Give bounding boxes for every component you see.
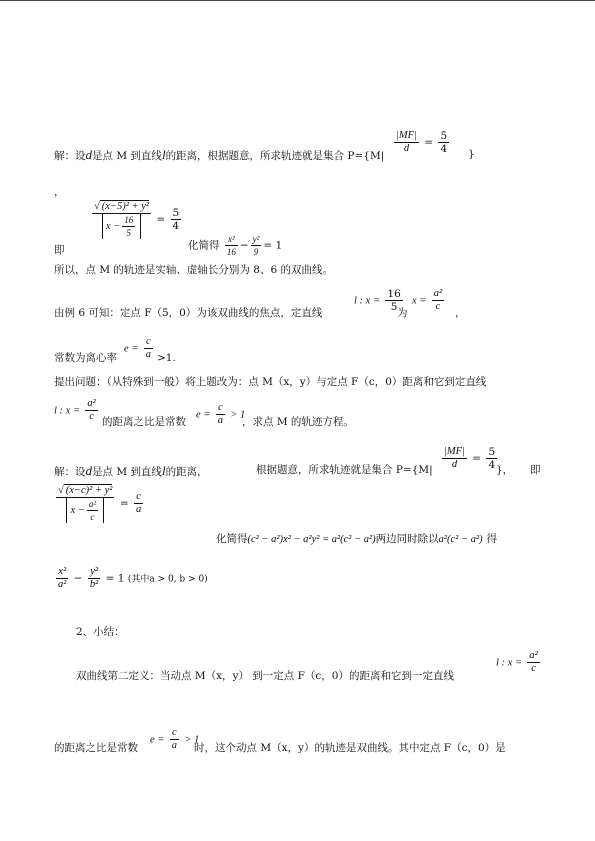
ji-label: 即 [54,244,65,256]
var-l: l [161,147,166,162]
numerator: c [170,727,179,740]
text: x − [70,504,85,516]
set-condition-fraction [392,130,451,155]
fraction-c-a [216,402,225,427]
numerator: y² [252,234,260,244]
denominator: a [217,415,223,426]
x-equals: x = [412,295,427,307]
fraction-x2-16 [225,233,238,258]
text: 的距离， [165,466,208,478]
example-6-line: 由例 6 可知：定点 F（5，0）为该双曲线的焦点，定直线 [54,307,323,319]
denominator [56,498,114,523]
distance-ratio-equation [90,200,183,239]
equals-one: = 1 [263,239,283,252]
definition-directrix [496,650,542,675]
directrix-label: l : x = [54,405,81,417]
numerator: c [134,491,143,504]
fraction-5-4 [438,130,449,155]
sqrt-expression: (x−5)² + y² [101,201,150,212]
fraction-mf-d [442,446,467,471]
eccentricity-line: 常数为离心率 [54,352,117,364]
equals: = [472,452,482,465]
e-equals: e = [150,734,165,746]
general-ratio-equation [54,484,145,523]
conclusion-line: 所以，点 M 的轨迹是实轴、虚轴长分别为 8、6 的双曲线。 [54,264,333,276]
question-line: 提出问题：（从特殊到一般）将上题改为：点 M（x，y）与定点 F（c，0）距离和它到定直线 [54,376,487,388]
denominator: c [531,663,536,674]
denominator: 16 [226,247,236,257]
denominator: a² [58,579,67,590]
sqrt-expression: (x−c)² + y² [65,485,113,496]
numerator: a² [88,499,97,509]
standard-hyperbola-equation [54,566,208,591]
denominator: 5 [390,301,398,313]
text: 的距离，根据题意，所求轨迹就是集合 P={M| [165,150,385,162]
numerator: c [216,402,225,415]
numerator: √ (x−5)² + y² [94,201,150,212]
closing-brace: }， [496,464,514,476]
numerator: x² [225,233,238,246]
text: 的距离之比是常数 [54,742,138,754]
solution-line-1 [54,148,384,163]
numerator: a² [529,650,538,661]
denominator: c [89,411,94,422]
directrix-label: l : x = [354,295,381,307]
denominator: 4 [488,459,496,471]
numerator: 16 [387,288,401,300]
fraction-a2-c [432,288,444,313]
minus: − [73,572,83,585]
text: 解：设 [54,150,86,162]
comma-line: ， [54,186,65,198]
set-condition-fraction-2 [440,446,499,471]
fraction-c-a [134,491,143,516]
fraction-a2-c [85,398,97,423]
numerator: 5 [488,446,496,458]
denominator [92,214,151,239]
text: ，求点 M 的轨迹方程。 [242,416,354,428]
denominator: a [145,349,151,360]
simplification-line [216,533,497,546]
denominator: d [451,459,458,470]
text: 两边同时除以 [375,533,439,545]
eccentricity-formula [124,336,155,361]
text: 解：设 [54,466,86,478]
denominator: b² [89,579,99,590]
numerator: 5 [440,130,448,142]
var-d: d [85,463,92,478]
fraction-c-a [144,336,153,361]
definition-eccentricity [150,727,199,752]
equals-one: = 1 [105,572,125,585]
e-equals: e = [196,409,211,421]
fraction-a2-c [87,498,98,523]
solution-line-2 [54,464,208,479]
comma: ， [455,307,466,319]
fraction-x2-a2 [56,566,68,591]
simplified-equation: (c² − a²)x² − a²y² = a²(c² − a²) [247,534,376,545]
var-l: l [161,463,166,478]
fraction-y2-b2 [88,566,100,591]
var-d: d [85,147,92,162]
fraction-mf-d [394,130,419,155]
fraction-16-5 [122,214,135,239]
fraction-5-4 [171,207,182,232]
page-top-rule [0,0,595,1]
text: 根据题意，所求轨迹就是集合 P={M| [256,464,433,476]
text: 为 [397,307,408,319]
text: 化简得 [216,533,248,545]
text: 是点 M 到直线 [92,150,162,162]
ji-label: 即 [530,464,541,476]
greater-than: > 1 [230,409,246,421]
equals: = [156,213,166,226]
abs-value [102,214,141,239]
general-directrix [54,398,100,423]
fraction-a2-c [527,650,539,675]
text: 化简得 [188,239,220,252]
summary-heading: 2、小结： [76,626,125,638]
simplified-equation [188,233,282,258]
numerator: |MF| [396,130,417,141]
e-equals: e = [124,343,139,355]
fraction-distance-ratio [92,200,151,239]
text: 得 [486,533,498,545]
text: 是点 M 到直线 [92,466,162,478]
second-definition-line: 双曲线第二定义：当动点 M（x，y） 到一定点 F（c，0）的距离和它到一定直线 [76,670,454,682]
denominator: 4 [440,143,448,155]
numerator: 5 [172,207,180,219]
text: 的距离之比是常数 [102,416,186,428]
denominator: d [403,143,410,154]
eccentricity-condition [196,402,245,427]
greater-than-one: >1. [157,352,176,364]
condition: (其中a > 0, b > 0) [127,574,208,585]
numerator: y² [88,566,100,579]
denominator: a [135,504,142,515]
fraction-y2-9 [251,233,262,258]
minus: − [239,239,249,252]
numerator: 16 [124,215,134,225]
closing-brace: } [468,148,475,160]
fraction-distance-ratio [56,484,114,523]
numerator: |MF| [444,446,465,457]
numerator: a² [433,288,443,299]
denominator: c [435,301,441,312]
abs-value [66,498,104,523]
denominator: 9 [253,247,259,257]
denominator: c [90,512,95,522]
denominator: 5 [126,228,131,238]
numerator: √ (x−c)² + y² [58,485,113,496]
text: x − [105,220,121,232]
text: 时，这个动点 M（x，y）的轨迹是双曲线。其中定点 F（c，0）是 [194,742,506,754]
numerator: c [144,336,153,349]
directrix-label: l : x = [496,657,523,669]
fraction-c-a [170,727,179,752]
equals: = [424,136,434,149]
denominator: a [171,740,177,751]
greater-than: > 1 [184,734,200,746]
directrix-general [412,288,446,313]
denominator: 4 [172,220,180,232]
numerator: x² [56,566,68,579]
numerator: a² [87,398,96,409]
equals: = [119,497,129,510]
divisor: a²(c² − a²) [438,534,483,545]
